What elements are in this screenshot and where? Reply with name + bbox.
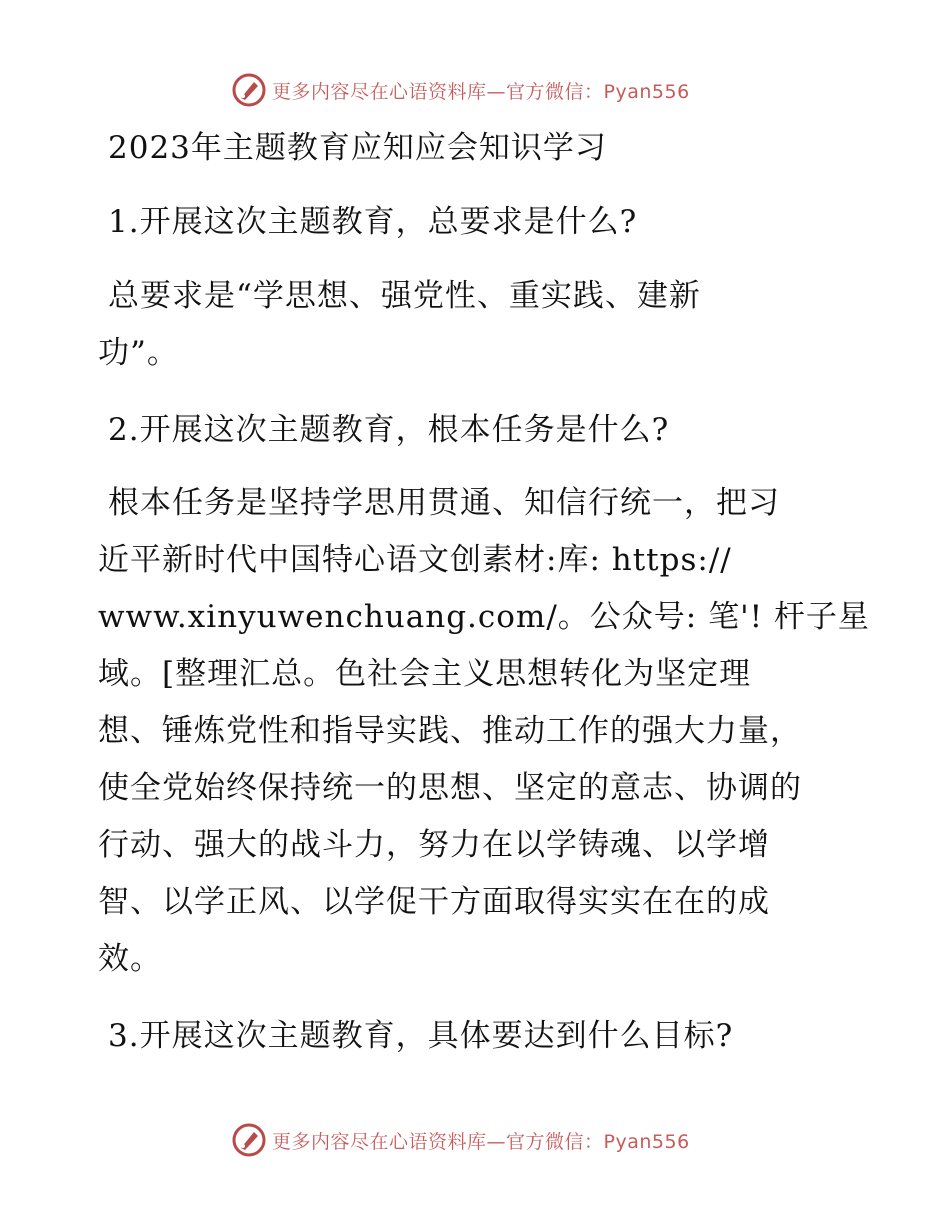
header-watermark-banner — [232, 70, 752, 110]
document-title: 2023年主题教育应知应会知识学习 — [108, 130, 607, 166]
question-3: 3.开展这次主题教育，具体要达到什么目标? — [108, 1018, 734, 1054]
question-1: 1.开展这次主题教育，总要求是什么? — [108, 204, 638, 240]
answer-2-line: 近平新时代中国特心语文创素材:库: https:// — [98, 542, 732, 578]
answer-2-line: 域。[整理汇总。色社会主义思想转化为坚定理 — [98, 656, 752, 692]
pen-logo-icon — [232, 73, 266, 107]
answer-2-line: 行动、强大的战斗力，努力在以学铸魂、以学增 — [98, 827, 770, 863]
question-2: 2.开展这次主题教育，根本任务是什么? — [108, 412, 670, 448]
watermark-text: 更多内容尽在心语资料库—官方微信：Pyan556 — [272, 1130, 690, 1153]
pen-logo-icon — [232, 1123, 266, 1157]
answer-1-line-2: 功”。 — [98, 335, 179, 371]
answer-2-line: 使全党始终保持统一的思想、坚定的意志、协调的 — [98, 770, 802, 806]
answer-2-line: 想、锤炼党性和指导实践、推动工作的强大力量， — [98, 713, 802, 749]
footer-watermark-banner — [232, 1120, 752, 1160]
watermark-text: 更多内容尽在心语资料库—官方微信：Pyan556 — [272, 80, 690, 103]
answer-1-line-1: 总要求是“学思想、强党性、重实践、建新 — [108, 278, 701, 314]
answer-2-line: www.xinyuwenchuang.com/。公众号: 笔'! 杆子星 — [98, 599, 870, 635]
answer-2-line: 智、以学正风、以学促干方面取得实实在在的成 — [98, 884, 770, 920]
answer-2-line: 效。 — [98, 941, 162, 977]
answer-2-line: 根本任务是坚持学思用贯通、知信行统一，把习 — [108, 485, 780, 521]
